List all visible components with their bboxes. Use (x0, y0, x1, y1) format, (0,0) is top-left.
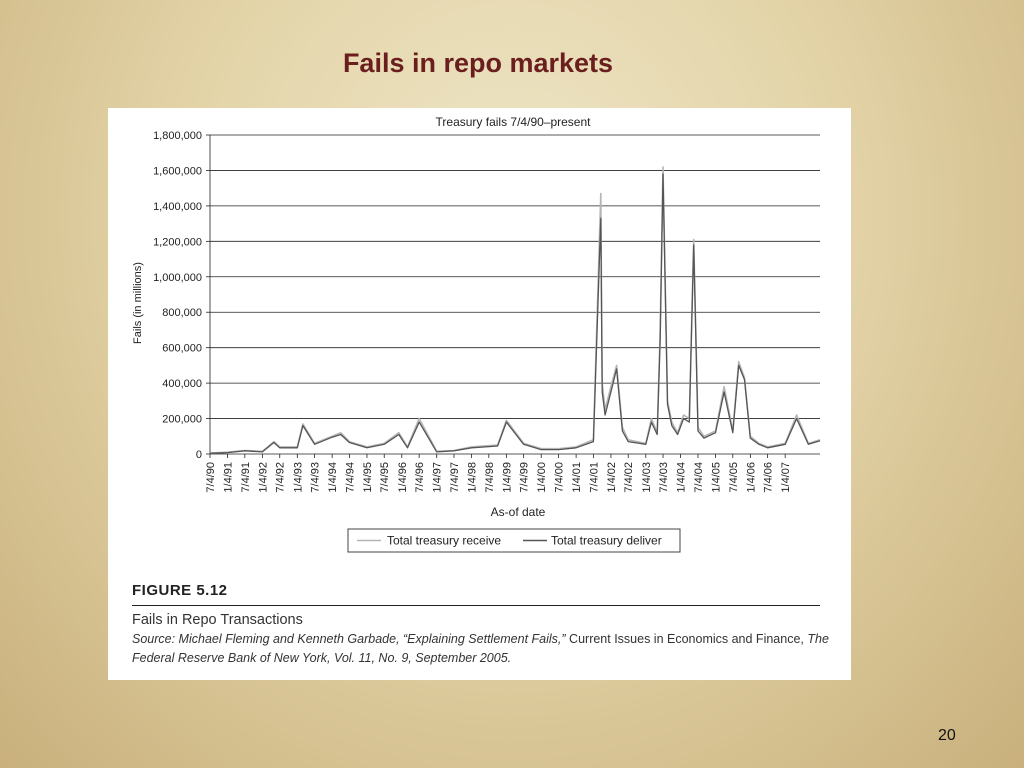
x-tick-label: 7/4/99 (518, 462, 531, 493)
legend (348, 529, 680, 552)
x-tick-label: 7/4/92 (274, 462, 287, 493)
x-tick-label: 1/4/97 (431, 462, 444, 493)
x-tick-label: 7/4/90 (205, 462, 217, 493)
x-tick-label: 1/4/03 (640, 462, 653, 493)
x-tick-label: 7/4/96 (414, 462, 427, 493)
x-tick-label: 1/4/98 (466, 462, 479, 493)
x-tick-label: 1/4/95 (361, 462, 374, 493)
x-tick-label: 7/4/94 (344, 462, 357, 493)
x-tick-label: 1/4/06 (745, 462, 758, 493)
y-axis-label: Fails (in millions) (132, 262, 144, 344)
figure-source (132, 630, 832, 668)
y-tick-label: 1,200,000 (153, 236, 202, 249)
x-tick-label: 7/4/93 (309, 462, 322, 493)
slide-title: Fails in repo markets (342, 48, 614, 78)
source-suffix: The Federal Reserve Bank of New York, Vol. 11, No. 9, September 2005. (132, 632, 829, 665)
x-tick-label: 1/4/05 (710, 462, 723, 493)
x-tick-label: 7/4/04 (692, 462, 705, 493)
x-tick-label: 7/4/91 (239, 462, 252, 493)
x-tick-label: 1/4/92 (257, 462, 270, 493)
x-tick-label: 1/4/02 (605, 462, 618, 493)
x-tick-label: 1/4/01 (571, 462, 584, 493)
y-tick-label: 200,000 (162, 413, 202, 426)
page-number: 20 (938, 727, 956, 744)
x-tick-label: 1/4/94 (327, 462, 340, 493)
figure-divider (132, 605, 820, 606)
x-axis-label: As-of date (490, 505, 546, 519)
series-lines (210, 167, 820, 453)
series-line-deliver (210, 174, 820, 453)
x-tick-label: 7/4/01 (588, 462, 601, 493)
y-tick-labels (153, 130, 202, 461)
figure-number: FIGURE 5.12 (132, 582, 228, 599)
y-tick-label: 1,600,000 (153, 165, 202, 178)
chart-title: Treasury fails 7/4/90–present (435, 115, 591, 129)
x-tick-label: 1/4/91 (222, 462, 235, 493)
x-tick-label: 7/4/06 (762, 462, 775, 493)
x-tick-label: 7/4/98 (483, 462, 496, 493)
x-tick-label: 7/4/03 (658, 462, 671, 493)
x-tick-labels (205, 454, 792, 493)
x-tick-label: 7/4/97 (448, 462, 461, 493)
y-tick-label: 600,000 (162, 342, 202, 355)
y-tick-label: 1,000,000 (153, 271, 202, 284)
x-tick-label: 1/4/96 (396, 462, 409, 493)
y-tick-label: 1,800,000 (153, 130, 202, 142)
x-tick-label: 7/4/05 (727, 462, 740, 493)
legend-label-receive: Total treasury receive (387, 533, 502, 548)
figure-panel (108, 108, 851, 680)
x-tick-label: 1/4/04 (675, 462, 688, 493)
x-tick-label: 1/4/07 (780, 462, 793, 493)
x-tick-label: 1/4/99 (501, 462, 514, 493)
x-tick-label: 7/4/00 (553, 462, 566, 493)
source-journal: Current Issues in Economics and Finance, (569, 632, 804, 646)
figure-subtitle: Fails in Repo Transactions (132, 612, 303, 628)
fails-line-chart (108, 108, 851, 578)
y-tick-label: 800,000 (162, 307, 202, 320)
y-tick-label: 400,000 (162, 378, 202, 391)
x-tick-label: 1/4/93 (292, 462, 305, 493)
y-tick-label: 1,400,000 (153, 200, 202, 213)
x-tick-label: 7/4/02 (623, 462, 636, 493)
source-prefix: Source: Michael Fleming and Kenneth Garbade, “Explaining Settlement Fails,” (132, 632, 566, 646)
x-tick-label: 7/4/95 (379, 462, 392, 493)
x-tick-label: 1/4/00 (536, 462, 549, 493)
y-tick-label: 0 (195, 449, 202, 461)
legend-label-deliver: Total treasury deliver (551, 533, 662, 548)
